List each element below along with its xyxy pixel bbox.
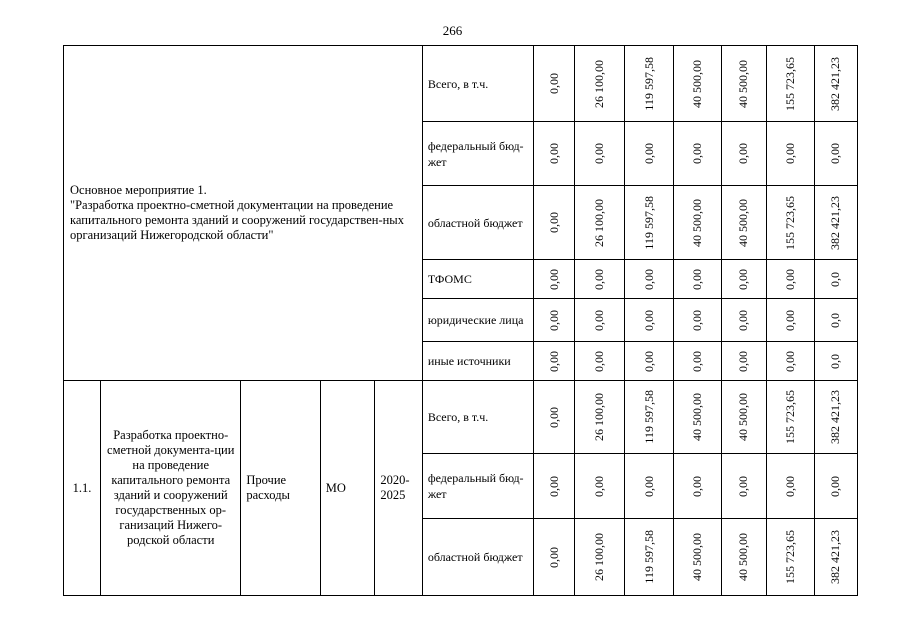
value-text: 0,00 bbox=[546, 143, 561, 164]
value-cell bbox=[814, 342, 857, 381]
value-cell bbox=[814, 122, 857, 186]
value-text: 0,00 bbox=[546, 406, 561, 428]
executor: МО bbox=[320, 381, 375, 596]
value-cell bbox=[767, 122, 814, 186]
value-text: 40 500,00 bbox=[690, 533, 705, 581]
value-text: 0,00 bbox=[641, 475, 656, 497]
value-cell bbox=[767, 342, 814, 381]
value-text: 0,00 bbox=[546, 73, 561, 94]
value-text: 0,00 bbox=[690, 143, 705, 164]
activity-title-text: "Разработка проектно-сметной документации на проведение капитального ремонта зданий и сооружений государствен-ных организаций Нижегородской области" bbox=[70, 198, 404, 242]
value-cell bbox=[721, 299, 766, 342]
value-text: 0,00 bbox=[736, 268, 751, 290]
value-cell bbox=[721, 519, 766, 596]
value-cell bbox=[624, 519, 673, 596]
value-cell bbox=[674, 46, 721, 122]
value-cell bbox=[575, 519, 624, 596]
value-text: 0,00 bbox=[828, 143, 843, 164]
value-cell bbox=[534, 299, 575, 342]
value-cell bbox=[767, 381, 814, 454]
value-cell bbox=[534, 381, 575, 454]
value-cell bbox=[814, 381, 857, 454]
value-text: 0,00 bbox=[690, 268, 705, 290]
value-text: 382 421,23 bbox=[828, 390, 843, 444]
activity-title bbox=[64, 46, 423, 381]
funding-source: федеральный бюд-жет bbox=[422, 454, 533, 519]
value-text: 119 597,58 bbox=[641, 56, 656, 111]
value-cell bbox=[534, 342, 575, 381]
value-text: 382 421,23 bbox=[828, 530, 843, 584]
value-text: 155 723,65 bbox=[782, 530, 797, 584]
value-cell bbox=[534, 454, 575, 519]
value-cell bbox=[575, 122, 624, 186]
value-text: 0,00 bbox=[641, 309, 656, 331]
value-text: 0,00 bbox=[641, 143, 656, 164]
value-text: 0,00 bbox=[546, 350, 561, 372]
value-text: 0,00 bbox=[782, 309, 797, 331]
value-cell bbox=[624, 122, 673, 186]
value-cell bbox=[624, 186, 673, 260]
value-text: 40 500,00 bbox=[736, 393, 751, 441]
value-text: 0,00 bbox=[690, 309, 705, 331]
value-text: 0,00 bbox=[782, 475, 797, 497]
value-cell bbox=[814, 299, 857, 342]
value-cell bbox=[534, 46, 575, 122]
value-text: 0,0 bbox=[828, 312, 843, 328]
value-text: 40 500,00 bbox=[690, 198, 705, 247]
value-cell bbox=[575, 46, 624, 122]
value-cell bbox=[575, 260, 624, 299]
value-cell bbox=[721, 342, 766, 381]
funding-source: ТФОМС bbox=[422, 260, 533, 299]
value-cell bbox=[767, 454, 814, 519]
funding-source: Всего, в т.ч. bbox=[422, 381, 533, 454]
funding-source: областной бюджет bbox=[422, 519, 533, 596]
value-text: 40 500,00 bbox=[690, 59, 705, 108]
value-text: 26 100,00 bbox=[592, 533, 607, 581]
activity-title-line1: Основное мероприятие 1. bbox=[70, 183, 207, 197]
funding-source: иные источники bbox=[422, 342, 533, 381]
funding-source: федеральный бюд-жет bbox=[422, 122, 533, 186]
value-cell bbox=[624, 260, 673, 299]
value-cell bbox=[814, 186, 857, 260]
value-text: 0,00 bbox=[592, 309, 607, 331]
value-text: 155 723,65 bbox=[782, 195, 797, 250]
value-text: 0,00 bbox=[592, 143, 607, 164]
value-text: 0,00 bbox=[546, 546, 561, 568]
value-text: 0,00 bbox=[546, 309, 561, 331]
value-cell bbox=[575, 299, 624, 342]
value-cell bbox=[721, 122, 766, 186]
value-cell bbox=[674, 342, 721, 381]
budget-table bbox=[63, 45, 858, 596]
value-text: 0,00 bbox=[546, 475, 561, 497]
value-cell bbox=[721, 186, 766, 260]
value-cell bbox=[767, 299, 814, 342]
value-cell bbox=[674, 299, 721, 342]
value-cell bbox=[624, 342, 673, 381]
expense-type: Прочие расходы bbox=[241, 381, 320, 596]
value-cell bbox=[534, 122, 575, 186]
value-cell bbox=[674, 122, 721, 186]
value-text: 0,00 bbox=[641, 350, 656, 372]
value-cell bbox=[674, 519, 721, 596]
value-cell bbox=[721, 46, 766, 122]
value-cell bbox=[721, 381, 766, 454]
value-text: 155 723,65 bbox=[782, 56, 797, 111]
value-text: 0,00 bbox=[546, 268, 561, 290]
value-text: 0,00 bbox=[782, 268, 797, 290]
value-text: 382 421,23 bbox=[828, 195, 843, 250]
value-text: 0,0 bbox=[828, 271, 843, 287]
value-cell bbox=[814, 46, 857, 122]
value-text: 26 100,00 bbox=[592, 198, 607, 247]
value-text: 0,00 bbox=[690, 350, 705, 372]
value-text: 0,00 bbox=[782, 350, 797, 372]
value-cell bbox=[767, 260, 814, 299]
sub-number: 1.1. bbox=[64, 381, 101, 596]
value-cell bbox=[624, 46, 673, 122]
value-text: 0,00 bbox=[592, 350, 607, 372]
value-text: 0,00 bbox=[546, 212, 561, 233]
value-cell bbox=[575, 342, 624, 381]
sub-row bbox=[64, 381, 858, 454]
value-text: 0,0 bbox=[828, 353, 843, 369]
page-number: 266 bbox=[442, 23, 463, 38]
value-text: 26 100,00 bbox=[592, 59, 607, 108]
value-text: 40 500,00 bbox=[736, 198, 751, 247]
value-cell bbox=[721, 260, 766, 299]
value-text: 119 597,58 bbox=[641, 195, 656, 250]
funding-source: Всего, в т.ч. bbox=[422, 46, 533, 122]
value-text: 0,00 bbox=[592, 268, 607, 290]
value-cell bbox=[624, 454, 673, 519]
funding-source: областной бюджет bbox=[422, 186, 533, 260]
value-cell bbox=[575, 186, 624, 260]
activity-row bbox=[64, 46, 858, 122]
value-cell bbox=[575, 381, 624, 454]
value-text: 119 597,58 bbox=[641, 530, 656, 584]
value-text: 0,00 bbox=[736, 143, 751, 164]
value-text: 119 597,58 bbox=[641, 390, 656, 444]
value-text: 155 723,65 bbox=[782, 390, 797, 444]
value-cell bbox=[534, 260, 575, 299]
value-text: 0,00 bbox=[782, 143, 797, 164]
value-cell bbox=[767, 186, 814, 260]
value-text: 0,00 bbox=[592, 475, 607, 497]
value-text: 0,00 bbox=[690, 475, 705, 497]
value-cell bbox=[814, 519, 857, 596]
value-cell bbox=[674, 186, 721, 260]
value-cell bbox=[575, 454, 624, 519]
value-cell bbox=[721, 454, 766, 519]
value-text: 0,00 bbox=[828, 475, 843, 497]
period: 2020-2025 bbox=[375, 381, 422, 596]
funding-source: юридические лица bbox=[422, 299, 533, 342]
value-cell bbox=[814, 260, 857, 299]
sub-name: Разработка проектно-сметной документа-ции на проведение капитального ремонта зданий и сооружений государственных ор-ганизаций Нижего-родской области bbox=[101, 381, 241, 596]
value-cell bbox=[534, 519, 575, 596]
value-text: 40 500,00 bbox=[690, 393, 705, 441]
value-cell bbox=[674, 454, 721, 519]
value-cell bbox=[624, 381, 673, 454]
value-text: 0,00 bbox=[641, 268, 656, 290]
value-cell bbox=[674, 381, 721, 454]
value-cell bbox=[534, 186, 575, 260]
value-text: 0,00 bbox=[736, 309, 751, 331]
value-text: 26 100,00 bbox=[592, 393, 607, 441]
value-cell bbox=[674, 260, 721, 299]
value-cell bbox=[814, 454, 857, 519]
value-cell bbox=[624, 299, 673, 342]
value-text: 40 500,00 bbox=[736, 59, 751, 108]
value-cell bbox=[767, 46, 814, 122]
value-text: 382 421,23 bbox=[828, 56, 843, 111]
value-cell bbox=[767, 519, 814, 596]
value-text: 0,00 bbox=[736, 350, 751, 372]
value-text: 40 500,00 bbox=[736, 533, 751, 581]
value-text: 0,00 bbox=[736, 475, 751, 497]
